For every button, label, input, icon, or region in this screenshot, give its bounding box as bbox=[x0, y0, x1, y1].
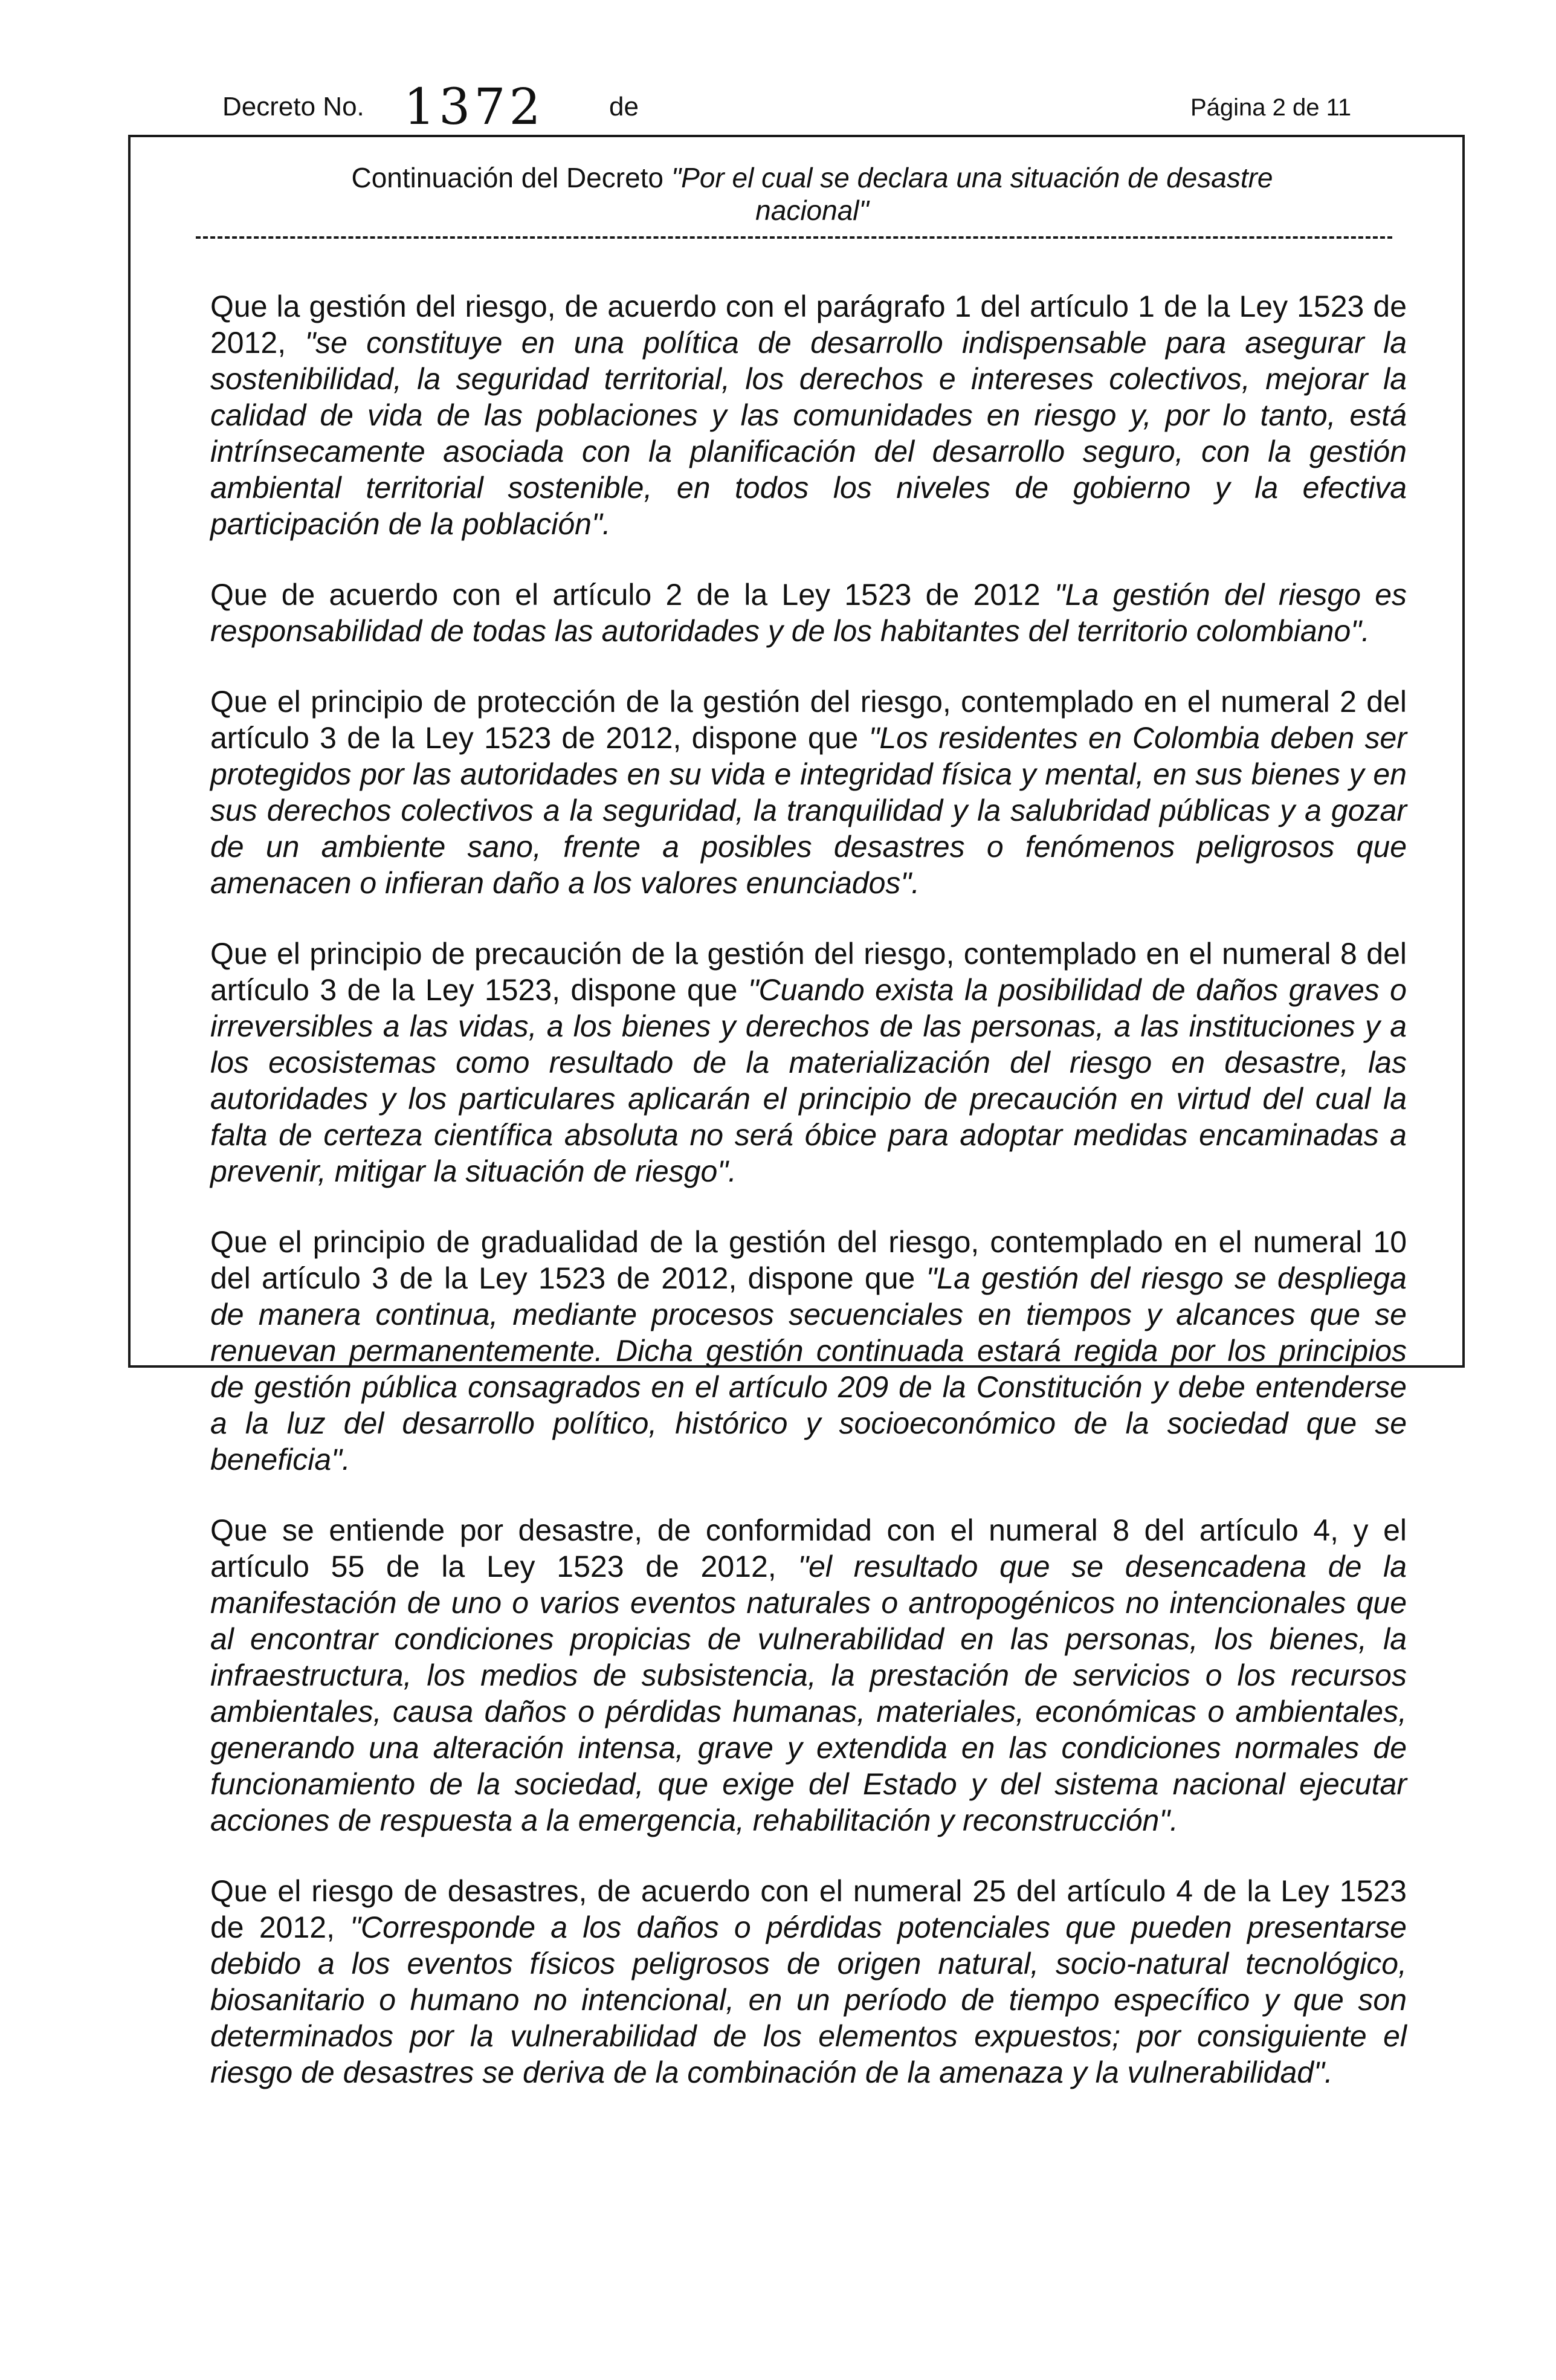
paragraph-responsibility bbox=[210, 577, 1407, 649]
paragraph-text: Que el principio de protección de la gestión del riesgo, contemplado en el numeral 2 del artículo 3 de la Ley 1523 de 2012, dispone que bbox=[210, 685, 1407, 755]
decree-date-label: de bbox=[609, 92, 639, 121]
paragraph-text: Que el principio de precaución de la gestión del riesgo, contemplado en el numeral 8 del artículo 3 de la Ley 1523, dispone que bbox=[210, 937, 1407, 1007]
paragraph-disaster-definition bbox=[210, 1512, 1407, 1838]
decree-number: 1372 bbox=[404, 79, 544, 136]
paragraph-protection-principle bbox=[210, 684, 1407, 901]
paragraph-quote: "se constituye en una política de desarrollo indispensable para asegurar la sostenibilidad, la seguridad territorial, los derechos e intereses colectivos, mejorar la calidad de vida de las poblaciones y las comunidades en riesgo y, por lo tanto, está intrínsecamente asociada con la planificación del desarrollo seguro, con la gestión ambiental territorial sostenible, en todos los niveles de gobierno y la efectiva participación de la población". bbox=[210, 326, 1407, 541]
dashed-divider bbox=[196, 236, 1392, 239]
paragraph-risk-management bbox=[210, 288, 1407, 542]
paragraph-text: Que el principio de gradualidad de la gestión del riesgo, contemplado en el numeral 10 del artículo 3 de la Ley 1523 de 2012, dispone que bbox=[210, 1225, 1407, 1295]
decree-title: "Por el cual se declara una situación de desastre nacional" bbox=[671, 162, 1273, 226]
paragraph-quote: "Corresponde a los daños o pérdidas potenciales que pueden presentarse debido a los eventos físicos peligrosos de origen natural, socio-natural tecnológico, biosanitario o humano no intencional, en un período de tiempo específico y que son determinados por la vulnerabilidad de los elementos expuestos; por consiguiente el riesgo de desastres se deriva de la combinación de la amenaza y la vulnerabilidad". bbox=[210, 1910, 1407, 2089]
paragraph-quote: "Los residentes en Colombia deben ser protegidos por las autoridades en su vida e integridad física y mental, en sus bienes y en sus derechos colectivos a la seguridad, la tranquilidad y la salubridad públicas y a gozar de un ambiente sano, frente a posibles desastres o fenómenos peligrosos que amenacen o infieran daño a los valores enunciados". bbox=[210, 721, 1407, 900]
paragraph-quote: "Cuando exista la posibilidad de daños graves o irreversibles a las vidas, a los bienes y derechos de las personas, a las instituciones y a los ecosistemas como resultado de la materialización del riesgo en desastre, las autoridades y los particulares aplicarán el principio de precaución en virtud del cual la falta de certeza científica absoluta no será óbice para adoptar medidas encaminadas a prevenir, mitigar la situación de riesgo". bbox=[210, 973, 1407, 1188]
continuation-prefix: Continuación del Decreto bbox=[351, 162, 671, 193]
paragraph-text: Que se entiende por desastre, de conformidad con el numeral 8 del artículo 4, y el artículo 55 de la Ley 1523 de 2012, bbox=[210, 1513, 1407, 1583]
continuation-line bbox=[299, 161, 1326, 227]
paragraph-disaster-risk bbox=[210, 1873, 1407, 2091]
document-frame bbox=[128, 135, 1465, 2089]
paragraph-precaution-principle bbox=[210, 936, 1407, 1189]
decree-label: Decreto No. bbox=[222, 92, 364, 121]
paragraph-quote: "el resultado que se desencadena de la manifestación de uno o varios eventos naturales o antropogénicos no intencionales que al encontrar condiciones propicias de vulnerabilidad en las personas, los bienes, la infraestructura, los medios de subsistencia, la prestación de servicios o los recursos ambientales, causa daños o pérdidas humanas, materiales, económicas o ambientales, generando una alteración intensa, grave y extendida en las condiciones normales de funcionamiento de la sociedad, que exige del Estado y del sistema nacional ejecutar acciones de respuesta a la emergencia, rehabilitación y reconstrucción". bbox=[210, 1550, 1407, 1837]
paragraph-text: Que la gestión del riesgo, de acuerdo con el parágrafo 1 del artículo 1 de la Ley 1523 de 2012, bbox=[210, 289, 1407, 360]
page-number: Página 2 de 11 bbox=[1190, 94, 1352, 121]
paragraph-gradualness-principle bbox=[210, 1224, 1407, 1478]
paragraph-text: Que de acuerdo con el artículo 2 de la Ley 1523 de 2012 bbox=[210, 578, 1054, 612]
paragraph-quote: "La gestión del riesgo es responsabilidad de todas las autoridades y de los habitantes del territorio colombiano". bbox=[210, 578, 1407, 648]
paragraph-quote: "La gestión del riesgo se despliega de manera continua, mediante procesos secuenciales en tiempos y alcances que se renuevan permanentemente. Dicha gestión continuada estará regida por los principios de gestión pública consagrados en el artículo 209 de la Constitución y debe entenderse a la luz del desarrollo político, histórico y socioeconómico de la sociedad que se beneficia". bbox=[210, 1261, 1407, 1476]
page-header bbox=[0, 79, 1556, 136]
document-body bbox=[210, 288, 1407, 2125]
paragraph-text: Que el riesgo de desastres, de acuerdo con el numeral 25 del artículo 4 de la Ley 1523 de 2012, bbox=[210, 1874, 1407, 1944]
